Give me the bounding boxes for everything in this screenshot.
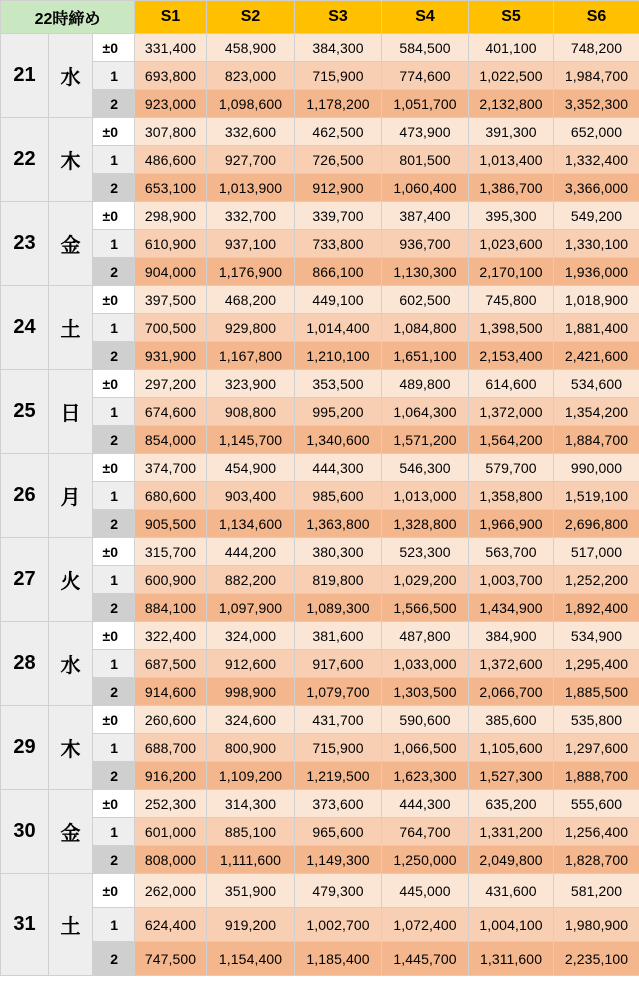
value-cell-s2: 1,134,600: [207, 510, 295, 538]
level-label: 1: [93, 566, 135, 594]
column-header-s2: S2: [207, 1, 295, 34]
table-row: [1, 426, 639, 454]
value-cell-s1: 397,500: [135, 286, 207, 314]
table-row: [1, 454, 639, 482]
day-number: 29: [1, 706, 49, 790]
value-cell-s3: 380,300: [295, 538, 382, 566]
level-label: 1: [93, 908, 135, 942]
table-row: [1, 734, 639, 762]
value-cell-s3: 995,200: [295, 398, 382, 426]
value-cell-s3: 1,363,800: [295, 510, 382, 538]
level-label: 2: [93, 942, 135, 976]
value-cell-s2: 458,900: [207, 34, 295, 62]
level-label: ±0: [93, 454, 135, 482]
value-cell-s1: 693,800: [135, 62, 207, 90]
value-cell-s4: 936,700: [382, 230, 469, 258]
value-cell-s5: 1,372,000: [469, 398, 554, 426]
day-number: 27: [1, 538, 49, 622]
value-cell-s1: 601,000: [135, 818, 207, 846]
weekday-label: 日: [49, 370, 93, 454]
value-cell-s1: 315,700: [135, 538, 207, 566]
table-row: [1, 908, 639, 942]
value-cell-s2: 454,900: [207, 454, 295, 482]
value-cell-s4: 1,651,100: [382, 342, 469, 370]
value-cell-s3: 819,800: [295, 566, 382, 594]
value-cell-s1: 307,800: [135, 118, 207, 146]
level-label: 2: [93, 510, 135, 538]
value-cell-s1: 884,100: [135, 594, 207, 622]
value-cell-s1: 674,600: [135, 398, 207, 426]
value-cell-s1: 747,500: [135, 942, 207, 976]
value-cell-s4: 473,900: [382, 118, 469, 146]
column-header-s4: S4: [382, 1, 469, 34]
value-cell-s3: 479,300: [295, 874, 382, 908]
value-cell-s5: 2,066,700: [469, 678, 554, 706]
table-row: [1, 874, 639, 908]
value-cell-s6: 990,000: [554, 454, 639, 482]
value-cell-s5: 1,966,900: [469, 510, 554, 538]
level-label: ±0: [93, 706, 135, 734]
value-cell-s2: 929,800: [207, 314, 295, 342]
value-cell-s1: 252,300: [135, 790, 207, 818]
weekday-label: 火: [49, 538, 93, 622]
value-cell-s5: 1,564,200: [469, 426, 554, 454]
value-cell-s3: 444,300: [295, 454, 382, 482]
value-cell-s4: 1,130,300: [382, 258, 469, 286]
table-row: [1, 258, 639, 286]
value-cell-s5: 579,700: [469, 454, 554, 482]
value-cell-s6: 549,200: [554, 202, 639, 230]
value-cell-s6: 652,000: [554, 118, 639, 146]
value-cell-s3: 462,500: [295, 118, 382, 146]
weekday-label: 木: [49, 706, 93, 790]
column-header-s5: S5: [469, 1, 554, 34]
level-label: ±0: [93, 790, 135, 818]
table-row: [1, 146, 639, 174]
value-cell-s2: 1,176,900: [207, 258, 295, 286]
table-row: [1, 286, 639, 314]
value-cell-s1: 905,500: [135, 510, 207, 538]
value-cell-s2: 998,900: [207, 678, 295, 706]
level-label: 1: [93, 482, 135, 510]
value-cell-s3: 1,219,500: [295, 762, 382, 790]
value-cell-s4: 387,400: [382, 202, 469, 230]
day-number: 28: [1, 622, 49, 706]
value-cell-s6: 1,936,000: [554, 258, 639, 286]
value-cell-s5: 1,022,500: [469, 62, 554, 90]
day-number: 31: [1, 874, 49, 976]
value-cell-s2: 823,000: [207, 62, 295, 90]
table-row: [1, 510, 639, 538]
level-label: 2: [93, 762, 135, 790]
level-label: ±0: [93, 874, 135, 908]
value-cell-s1: 700,500: [135, 314, 207, 342]
level-label: 1: [93, 398, 135, 426]
value-cell-s5: 1,004,100: [469, 908, 554, 942]
value-cell-s5: 1,527,300: [469, 762, 554, 790]
value-cell-s6: 535,800: [554, 706, 639, 734]
value-cell-s1: 688,700: [135, 734, 207, 762]
table-row: [1, 622, 639, 650]
value-cell-s1: 931,900: [135, 342, 207, 370]
value-cell-s4: 1,029,200: [382, 566, 469, 594]
value-cell-s2: 324,000: [207, 622, 295, 650]
value-cell-s2: 1,098,600: [207, 90, 295, 118]
level-label: 2: [93, 594, 135, 622]
value-cell-s5: 401,100: [469, 34, 554, 62]
value-cell-s3: 339,700: [295, 202, 382, 230]
value-cell-s5: 391,300: [469, 118, 554, 146]
value-cell-s3: 384,300: [295, 34, 382, 62]
value-cell-s3: 1,079,700: [295, 678, 382, 706]
value-cell-s4: 1,051,700: [382, 90, 469, 118]
value-cell-s3: 965,600: [295, 818, 382, 846]
value-cell-s5: 1,003,700: [469, 566, 554, 594]
value-cell-s1: 322,400: [135, 622, 207, 650]
value-cell-s3: 715,900: [295, 62, 382, 90]
level-label: 1: [93, 734, 135, 762]
value-cell-s1: 600,900: [135, 566, 207, 594]
value-cell-s4: 1,013,000: [382, 482, 469, 510]
value-cell-s5: 1,311,600: [469, 942, 554, 976]
value-cell-s5: 1,372,600: [469, 650, 554, 678]
table-row: [1, 482, 639, 510]
value-cell-s2: 468,200: [207, 286, 295, 314]
weekday-label: 金: [49, 790, 93, 874]
value-cell-s2: 908,800: [207, 398, 295, 426]
value-cell-s4: 444,300: [382, 790, 469, 818]
level-label: ±0: [93, 538, 135, 566]
table-row: [1, 62, 639, 90]
table-row: [1, 398, 639, 426]
value-cell-s2: 927,700: [207, 146, 295, 174]
value-cell-s5: 635,200: [469, 790, 554, 818]
value-cell-s3: 715,900: [295, 734, 382, 762]
value-cell-s4: 602,500: [382, 286, 469, 314]
value-cell-s3: 449,100: [295, 286, 382, 314]
value-cell-s3: 1,014,400: [295, 314, 382, 342]
table-row: [1, 846, 639, 874]
value-cell-s2: 1,111,600: [207, 846, 295, 874]
value-cell-s1: 486,600: [135, 146, 207, 174]
value-cell-s3: 431,700: [295, 706, 382, 734]
level-label: ±0: [93, 202, 135, 230]
level-label: 2: [93, 258, 135, 286]
value-cell-s5: 2,049,800: [469, 846, 554, 874]
value-cell-s4: 1,250,000: [382, 846, 469, 874]
weekday-label: 水: [49, 34, 93, 118]
value-cell-s1: 374,700: [135, 454, 207, 482]
column-header-s3: S3: [295, 1, 382, 34]
value-cell-s1: 808,000: [135, 846, 207, 874]
value-cell-s2: 324,600: [207, 706, 295, 734]
value-cell-s3: 1,149,300: [295, 846, 382, 874]
column-header-s6: S6: [554, 1, 639, 34]
value-cell-s5: 2,153,400: [469, 342, 554, 370]
value-cell-s1: 914,600: [135, 678, 207, 706]
value-cell-s6: 1,984,700: [554, 62, 639, 90]
value-cell-s6: 1,885,500: [554, 678, 639, 706]
value-cell-s3: 1,210,100: [295, 342, 382, 370]
value-cell-s5: 431,600: [469, 874, 554, 908]
value-cell-s2: 444,200: [207, 538, 295, 566]
value-cell-s2: 882,200: [207, 566, 295, 594]
level-label: ±0: [93, 34, 135, 62]
value-cell-s4: 546,300: [382, 454, 469, 482]
day-number: 30: [1, 790, 49, 874]
value-cell-s1: 610,900: [135, 230, 207, 258]
value-cell-s4: 523,300: [382, 538, 469, 566]
weekday-label: 土: [49, 874, 93, 976]
level-label: 1: [93, 62, 135, 90]
value-cell-s6: 1,297,600: [554, 734, 639, 762]
value-cell-s6: 1,828,700: [554, 846, 639, 874]
weekday-label: 土: [49, 286, 93, 370]
value-cell-s4: 1,084,800: [382, 314, 469, 342]
value-cell-s6: 1,884,700: [554, 426, 639, 454]
value-cell-s5: 614,600: [469, 370, 554, 398]
value-cell-s5: 745,800: [469, 286, 554, 314]
value-cell-s3: 1,089,300: [295, 594, 382, 622]
day-number: 21: [1, 34, 49, 118]
table-row: [1, 342, 639, 370]
value-cell-s2: 332,600: [207, 118, 295, 146]
value-cell-s2: 332,700: [207, 202, 295, 230]
table-row: [1, 594, 639, 622]
value-cell-s2: 1,109,200: [207, 762, 295, 790]
table-row: [1, 230, 639, 258]
value-cell-s6: 1,354,200: [554, 398, 639, 426]
value-cell-s1: 298,900: [135, 202, 207, 230]
weekday-label: 木: [49, 118, 93, 202]
value-cell-s5: 1,398,500: [469, 314, 554, 342]
day-number: 26: [1, 454, 49, 538]
value-cell-s2: 903,400: [207, 482, 295, 510]
value-cell-s6: 748,200: [554, 34, 639, 62]
level-label: 1: [93, 650, 135, 678]
value-cell-s4: 764,700: [382, 818, 469, 846]
table-row: [1, 174, 639, 202]
value-cell-s3: 1,002,700: [295, 908, 382, 942]
value-cell-s3: 373,600: [295, 790, 382, 818]
value-cell-s2: 1,145,700: [207, 426, 295, 454]
value-cell-s2: 351,900: [207, 874, 295, 908]
value-cell-s5: 395,300: [469, 202, 554, 230]
header-row: [1, 1, 639, 34]
table-row: [1, 706, 639, 734]
value-cell-s3: 726,500: [295, 146, 382, 174]
value-cell-s3: 1,185,400: [295, 942, 382, 976]
value-cell-s5: 1,386,700: [469, 174, 554, 202]
value-cell-s6: 1,018,900: [554, 286, 639, 314]
table-row: [1, 790, 639, 818]
value-cell-s4: 1,064,300: [382, 398, 469, 426]
level-label: 2: [93, 678, 135, 706]
corner-label: 22時締め: [1, 1, 135, 34]
weekday-label: 金: [49, 202, 93, 286]
level-label: 2: [93, 846, 135, 874]
value-cell-s2: 314,300: [207, 790, 295, 818]
value-cell-s1: 653,100: [135, 174, 207, 202]
level-label: ±0: [93, 118, 135, 146]
table-row: [1, 90, 639, 118]
value-cell-s5: 1,105,600: [469, 734, 554, 762]
level-label: 1: [93, 818, 135, 846]
value-cell-s4: 1,066,500: [382, 734, 469, 762]
value-cell-s2: 1,167,800: [207, 342, 295, 370]
value-cell-s2: 885,100: [207, 818, 295, 846]
value-cell-s6: 534,600: [554, 370, 639, 398]
value-cell-s5: 1,331,200: [469, 818, 554, 846]
value-cell-s6: 2,235,100: [554, 942, 639, 976]
value-cell-s6: 1,881,400: [554, 314, 639, 342]
value-cell-s1: 624,400: [135, 908, 207, 942]
value-cell-s1: 687,500: [135, 650, 207, 678]
value-cell-s4: 1,303,500: [382, 678, 469, 706]
value-cell-s1: 854,000: [135, 426, 207, 454]
value-cell-s4: 1,623,300: [382, 762, 469, 790]
value-cell-s5: 2,132,800: [469, 90, 554, 118]
value-cell-s4: 590,600: [382, 706, 469, 734]
day-number: 23: [1, 202, 49, 286]
table-row: [1, 942, 639, 976]
value-cell-s6: 581,200: [554, 874, 639, 908]
value-cell-s3: 381,600: [295, 622, 382, 650]
level-label: 2: [93, 342, 135, 370]
value-cell-s6: 2,696,800: [554, 510, 639, 538]
value-cell-s6: 1,888,700: [554, 762, 639, 790]
value-cell-s2: 919,200: [207, 908, 295, 942]
value-cell-s6: 534,900: [554, 622, 639, 650]
table-row: [1, 34, 639, 62]
level-label: 2: [93, 426, 135, 454]
value-cell-s5: 1,358,800: [469, 482, 554, 510]
value-cell-s6: 1,330,100: [554, 230, 639, 258]
level-label: 1: [93, 230, 135, 258]
value-cell-s3: 866,100: [295, 258, 382, 286]
value-cell-s5: 1,013,400: [469, 146, 554, 174]
level-label: 2: [93, 90, 135, 118]
value-cell-s6: 2,421,600: [554, 342, 639, 370]
value-cell-s5: 2,170,100: [469, 258, 554, 286]
value-cell-s4: 1,445,700: [382, 942, 469, 976]
value-cell-s1: 904,000: [135, 258, 207, 286]
value-cell-s3: 733,800: [295, 230, 382, 258]
day-number: 22: [1, 118, 49, 202]
table-row: [1, 370, 639, 398]
value-cell-s3: 1,340,600: [295, 426, 382, 454]
value-cell-s2: 912,600: [207, 650, 295, 678]
value-cell-s4: 584,500: [382, 34, 469, 62]
value-cell-s4: 801,500: [382, 146, 469, 174]
value-cell-s1: 262,000: [135, 874, 207, 908]
table-row: [1, 678, 639, 706]
value-cell-s4: 487,800: [382, 622, 469, 650]
value-cell-s5: 1,434,900: [469, 594, 554, 622]
value-cell-s4: 1,060,400: [382, 174, 469, 202]
value-cell-s6: 1,519,100: [554, 482, 639, 510]
value-cell-s4: 1,072,400: [382, 908, 469, 942]
table-row: [1, 650, 639, 678]
value-cell-s5: 1,023,600: [469, 230, 554, 258]
value-cell-s6: 1,295,400: [554, 650, 639, 678]
table-row: [1, 202, 639, 230]
value-cell-s5: 563,700: [469, 538, 554, 566]
value-cell-s5: 385,600: [469, 706, 554, 734]
value-cell-s2: 323,900: [207, 370, 295, 398]
value-cell-s1: 260,600: [135, 706, 207, 734]
value-cell-s5: 384,900: [469, 622, 554, 650]
table-row: [1, 566, 639, 594]
table-row: [1, 762, 639, 790]
level-label: ±0: [93, 370, 135, 398]
value-cell-s3: 912,900: [295, 174, 382, 202]
table-row: [1, 314, 639, 342]
level-label: ±0: [93, 622, 135, 650]
value-cell-s4: 489,800: [382, 370, 469, 398]
value-cell-s3: 985,600: [295, 482, 382, 510]
weekday-label: 月: [49, 454, 93, 538]
level-label: 2: [93, 174, 135, 202]
weekday-label: 水: [49, 622, 93, 706]
value-cell-s6: 1,256,400: [554, 818, 639, 846]
value-cell-s6: 1,980,900: [554, 908, 639, 942]
value-cell-s4: 774,600: [382, 62, 469, 90]
level-label: 1: [93, 146, 135, 174]
value-cell-s4: 1,328,800: [382, 510, 469, 538]
value-cell-s2: 800,900: [207, 734, 295, 762]
day-number: 24: [1, 286, 49, 370]
column-header-s1: S1: [135, 1, 207, 34]
value-cell-s6: 1,252,200: [554, 566, 639, 594]
value-cell-s6: 555,600: [554, 790, 639, 818]
value-cell-s3: 353,500: [295, 370, 382, 398]
level-label: 1: [93, 314, 135, 342]
value-cell-s1: 331,400: [135, 34, 207, 62]
value-cell-s4: 445,000: [382, 874, 469, 908]
value-cell-s6: 3,352,300: [554, 90, 639, 118]
value-cell-s3: 917,600: [295, 650, 382, 678]
value-cell-s1: 297,200: [135, 370, 207, 398]
value-cell-s6: 1,332,400: [554, 146, 639, 174]
value-cell-s4: 1,566,500: [382, 594, 469, 622]
value-cell-s2: 1,154,400: [207, 942, 295, 976]
value-cell-s6: 3,366,000: [554, 174, 639, 202]
value-cell-s4: 1,033,000: [382, 650, 469, 678]
value-cell-s2: 1,097,900: [207, 594, 295, 622]
table-row: [1, 538, 639, 566]
table-body: [1, 34, 639, 976]
value-cell-s1: 916,200: [135, 762, 207, 790]
day-number: 25: [1, 370, 49, 454]
value-cell-s6: 517,000: [554, 538, 639, 566]
value-cell-s4: 1,571,200: [382, 426, 469, 454]
level-label: ±0: [93, 286, 135, 314]
value-cell-s1: 923,000: [135, 90, 207, 118]
value-cell-s2: 1,013,900: [207, 174, 295, 202]
table-row: [1, 118, 639, 146]
value-cell-s1: 680,600: [135, 482, 207, 510]
value-cell-s3: 1,178,200: [295, 90, 382, 118]
table-row: [1, 818, 639, 846]
value-cell-s6: 1,892,400: [554, 594, 639, 622]
value-cell-s2: 937,100: [207, 230, 295, 258]
